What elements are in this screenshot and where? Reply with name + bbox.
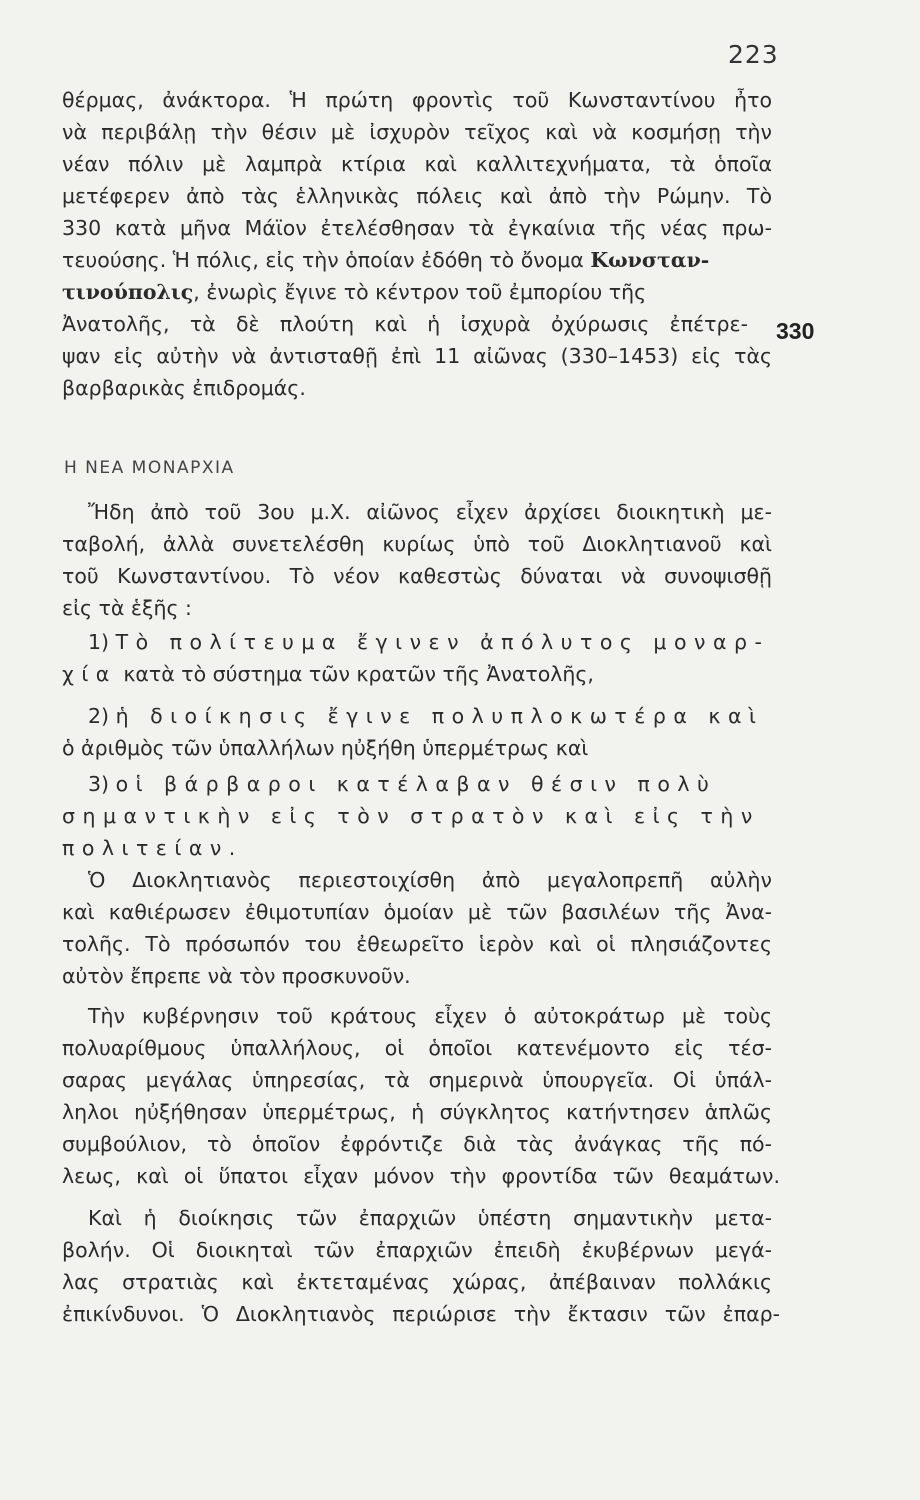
text-line: σημαντικὴν εἰς τὸν στρατὸν καὶ εἰς τὴν	[62, 804, 760, 828]
text-line: Ὁ Διοκλητιανὸς περιεστοιχίσθη ἀπὸ μεγαλοπρεπῆ αὐλὴν	[88, 868, 772, 892]
text-line: νὰ περιβάλῃ τὴν θέσιν μὲ ἰσχυρὸν τεῖχος καὶ νὰ κοσμήσῃ τὴν	[62, 120, 772, 144]
page-number: 223	[728, 40, 779, 69]
margin-note-year: 330	[776, 318, 815, 344]
text-line: πολιτείαν.	[62, 836, 243, 860]
text-line: σαρας μεγάλας ὑπηρεσίας, τὰ σημερινὰ ὑπουργεῖα. Οἱ ὑπάλ-	[62, 1068, 772, 1092]
list-item-3	[88, 770, 772, 798]
text-line: ὁ ἀριθμὸς τῶν ὑπαλλήλων ηὐξήθη ὑπερμέτρως καὶ	[62, 736, 589, 760]
list-number: 2)	[88, 704, 116, 728]
text-line: λεως, καὶ οἱ ὕπατοι εἶχαν μόνον τὴν φροντίδα τῶν θεαμάτων.	[62, 1164, 780, 1188]
text-line: συμβούλιον, τὸ ὁποῖον ἐφρόντιζε διὰ τὰς ἀνάγκας τῆς πό-	[62, 1132, 772, 1156]
text-line: τολῆς. Τὸ πρόσωπόν του ἐθεωρεῖτο ἱερὸν καὶ οἱ πλησιάζοντες	[62, 932, 772, 956]
text-line: 330 κατὰ μῆνα Μάϊον ἐτελέσθησαν τὰ ἐγκαίνια τῆς νέας πρω-	[62, 216, 772, 240]
text-segment-spaced: Τὸ πολίτευμα ἔγινεν ἀπόλυτος μοναρ-	[115, 630, 770, 654]
list-number: 3)	[88, 772, 116, 796]
text-line: καὶ καθιέρωσεν ἐθιμοτυπίαν ὁμοίαν μὲ τῶν βασιλέων τῆς Ἀνα-	[62, 900, 772, 924]
list-item-2	[88, 702, 772, 730]
text-line	[62, 246, 774, 274]
text-line	[62, 278, 762, 306]
city-name-bold: Κωνσταν-	[590, 248, 710, 272]
text-line: αὐτὸν ἔπρεπε νὰ τὸν προσκυνοῦν.	[62, 964, 411, 988]
text-line: τοῦ Κωνσταντίνου. Τὸ νέον καθεστὼς δύναται νὰ συνοψισθῇ	[62, 564, 772, 588]
text-segment: τευούσης. Ἡ πόλις, εἰς τὴν ὁποίαν ἐδόθη τὸ ὄνομα	[62, 248, 591, 272]
text-line: Ἀνατολῆς, τὰ δὲ πλούτη καὶ ἡ ἰσχυρὰ ὀχύρωσις ἐπέτρε-	[62, 312, 748, 336]
text-line: λας στρατιὰς καὶ ἐκτεταμένας χώρας, ἀπέβαιναν πολλάκις	[62, 1270, 772, 1294]
city-name-bold: τινούπολις	[62, 280, 194, 304]
list-item-1	[88, 628, 772, 656]
text-segment-spaced: οἱ βάρβαροι κατέλαβαν θέσιν πολὺ	[115, 772, 717, 796]
text-line: πολυαρίθμους ὑπαλλήλους, οἱ ὁποῖοι κατενέμοντο εἰς τέσ-	[62, 1036, 772, 1060]
section-heading: Η ΝΕΑ ΜΟΝΑΡΧΙΑ	[64, 458, 235, 478]
text-line: βολήν. Οἱ διοικηταὶ τῶν ἐπαρχιῶν ἐπειδὴ ἐκυβέρνων μεγά-	[62, 1238, 772, 1262]
text-line: ψαν εἰς αὐτὴν νὰ ἀντισταθῇ ἐπὶ 11 αἰῶνας (330–1453) εἰς τὰς	[62, 344, 772, 368]
text-line	[62, 660, 772, 688]
text-line: Τὴν κυβέρνησιν τοῦ κράτους εἶχεν ὁ αὐτοκράτωρ μὲ τοὺς	[88, 1004, 772, 1028]
text-segment-spaced: ἡ διοίκησις ἔγινε πολυπλοκωτέρα καὶ	[115, 704, 764, 728]
text-line: Καὶ ἡ διοίκησις τῶν ἐπαρχιῶν ὑπέστη σημαντικὴν μετα-	[88, 1206, 772, 1230]
text-line: εἰς τὰ ἑξῆς :	[62, 596, 192, 620]
text-line: βαρβαρικὰς ἐπιδρομάς.	[62, 376, 306, 400]
list-number: 1)	[88, 630, 116, 654]
text-segment: , ἐνωρὶς ἔγινε τὸ κέντρον τοῦ ἐμπορίου τῆς	[193, 280, 647, 304]
text-line: ἐπικίνδυνοι. Ὁ Διοκλητιανὸς περιώρισε τὴν ἔκτασιν τῶν ἐπαρ-	[62, 1302, 780, 1326]
text-segment: κατὰ τὸ σύστημα τῶν κρατῶν τῆς Ἀνατολῆς,	[116, 662, 594, 686]
text-line: θέρμας, ἀνάκτορα. Ἡ πρώτη φροντὶς τοῦ Κωνσταντίνου ἦτο	[62, 88, 772, 112]
text-line: ταβολή, ἀλλὰ συνετελέσθη κυρίως ὑπὸ τοῦ Διοκλητιανοῦ καὶ	[62, 532, 772, 556]
text-line: νέαν πόλιν μὲ λαμπρὰ κτίρια καὶ καλλιτεχνήματα, τὰ ὁποῖα	[62, 152, 772, 176]
text-line: Ἤδη ἀπὸ τοῦ 3ου μ.Χ. αἰῶνος εἶχεν ἀρχίσει διοικητικὴ με-	[88, 500, 772, 524]
text-line: μετέφερεν ἀπὸ τὰς ἑλληνικὰς πόλεις καὶ ἀπὸ τὴν Ρώμην. Τὸ	[62, 184, 772, 208]
text-segment-spaced: χία	[62, 662, 117, 686]
text-line: ληλοι ηὐξήθησαν ὑπερμέτρως, ἡ σύγκλητος κατήντησεν ἁπλῶς	[62, 1100, 772, 1124]
